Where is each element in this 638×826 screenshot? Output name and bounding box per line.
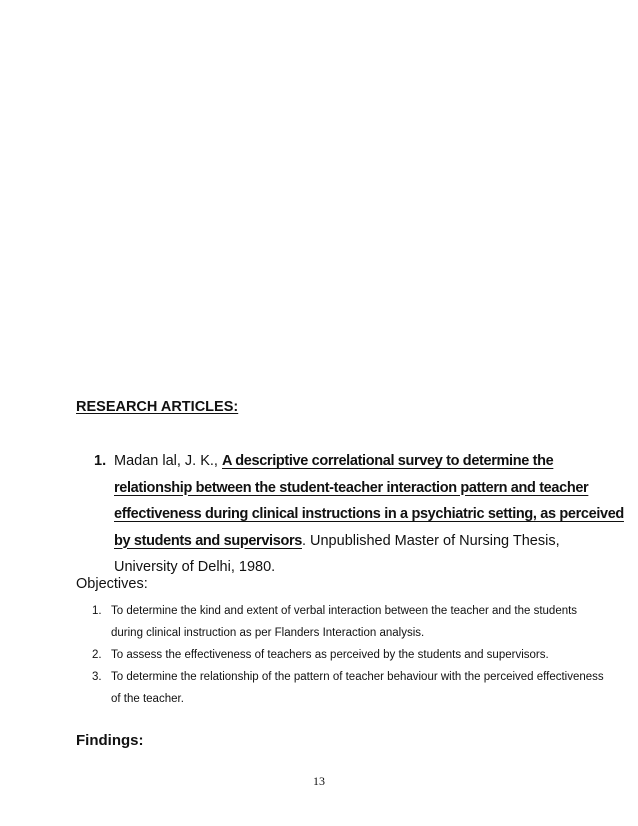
article-entry bbox=[94, 448, 624, 581]
section-heading: RESEARCH ARTICLES: bbox=[76, 399, 239, 415]
objectives-label: Objectives: bbox=[76, 576, 148, 592]
objective-item bbox=[92, 644, 612, 666]
article-number: 1. bbox=[94, 453, 107, 469]
article-citation bbox=[114, 448, 624, 581]
objective-text: To determine the kind and extent of verbal interaction between the teacher and the students during clinical instruction as per Flanders Interaction analysis. bbox=[111, 605, 578, 639]
objective-text: To assess the effectiveness of teachers as perceived by the students and supervisors. bbox=[111, 649, 549, 661]
objective-item bbox=[92, 600, 612, 644]
objective-number: 1. bbox=[92, 605, 102, 617]
objective-item bbox=[92, 666, 612, 710]
objective-number: 2. bbox=[92, 649, 102, 661]
objectives-list bbox=[92, 600, 612, 710]
article-author: Madan lal, J. K., bbox=[114, 453, 222, 469]
objective-text: To determine the relationship of the pattern of teacher behaviour with the perceived effectiveness of the teacher. bbox=[111, 671, 604, 705]
objective-number: 3. bbox=[92, 671, 102, 683]
article-title: A descriptive correlational survey to determine the relationship between the student-teacher interaction pattern and teacher effectiveness during clinical instructions in a psychiatric setting, as perceived by students and supervisors bbox=[114, 453, 624, 549]
findings-heading: Findings: bbox=[76, 732, 144, 749]
page-number: 13 bbox=[313, 774, 325, 788]
article-details: . Unpublished Master of Nursing Thesis, University of Delhi, 1980. bbox=[114, 532, 560, 575]
